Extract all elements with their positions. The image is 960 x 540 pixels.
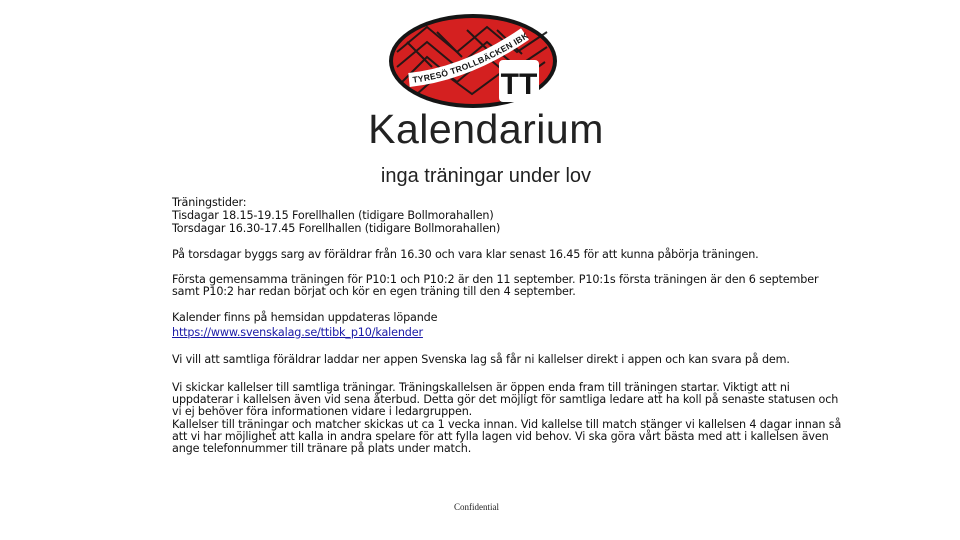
calendar-note: [172, 310, 872, 340]
calendar-link[interactable]: https://www.svenskalag.se/ttibk_p10/kalender: [172, 326, 423, 339]
thursday-setup-text: På torsdagar byggs sarg av föräldrar från 16.30 och vara klar senast 16.45 för att kunna påbörja träningen.: [172, 248, 759, 261]
club-logo: [387, 12, 559, 110]
summons-line-4: Kallelser till träningar och matcher skickas ut ca 1 vecka innan. Vid kallelse till match stänger vi kallelsen 4 dagar innan så: [172, 417, 842, 431]
summons-note: [172, 382, 872, 455]
training-times: [172, 196, 872, 235]
confidential-label: Confidential: [454, 502, 499, 512]
summons-line-1: Vi skickar kallelser till samtliga träningar. Träningskallelsen är öppen enda fram till träningen startar. Viktigt att ni: [172, 381, 790, 394]
calendar-text: Kalender finns på hemsidan uppdateras löpande: [172, 311, 438, 324]
first-training-line-1: Första gemensamma träningen för P10:1 och P10:2 är den 11 september. P10:1s första träningen är den 6 september: [172, 273, 819, 286]
first-training-note: [172, 274, 872, 297]
thursday-setup-note: [172, 248, 872, 261]
page-subtitle: inga träningar under lov: [380, 165, 592, 187]
summons-line-2: uppdaterar i kallelsen även vid sena återbud. Detta gör det möjligt för samtliga ledare att ha koll på senaste statusen och: [172, 393, 839, 407]
first-training-line-2: samt P10:2 har redan börjat och kör en egen träning till den 4 september.: [172, 284, 576, 298]
summons-line-6: ange telefonnummer till tränare på plats under match.: [172, 442, 472, 456]
training-tuesday: Tisdagar 18.15-19.15 Forellhallen (tidigare Bollmorahallen): [172, 209, 494, 222]
club-logo-svg: [387, 12, 559, 110]
page-title: Kalendarium: [368, 106, 604, 152]
summons-line-5: att vi har möjlighet att kalla in andra spelare för att fylla lagen vid behov. Vi ska göra vårt bästa med att i kallelsen även: [172, 429, 829, 443]
summons-line-3: vi ej behöver föra informationen vidare i ledargruppen.: [172, 405, 473, 419]
app-note: [172, 353, 872, 366]
logo-monogram: TT: [500, 68, 538, 101]
content-body: [172, 196, 872, 468]
training-thursday: Torsdagar 16.30-17.45 Forellhallen (tidigare Bollmorahallen): [172, 222, 501, 235]
training-heading: Träningstider:: [172, 196, 247, 209]
app-text: Vi vill att samtliga föräldrar laddar ner appen Svenska lag så får ni kallelser direkt i appen och kan svara på dem.: [172, 353, 790, 366]
logo-club-name: TYRESÖ TROLLBÄCKEN IBK: [411, 30, 531, 85]
